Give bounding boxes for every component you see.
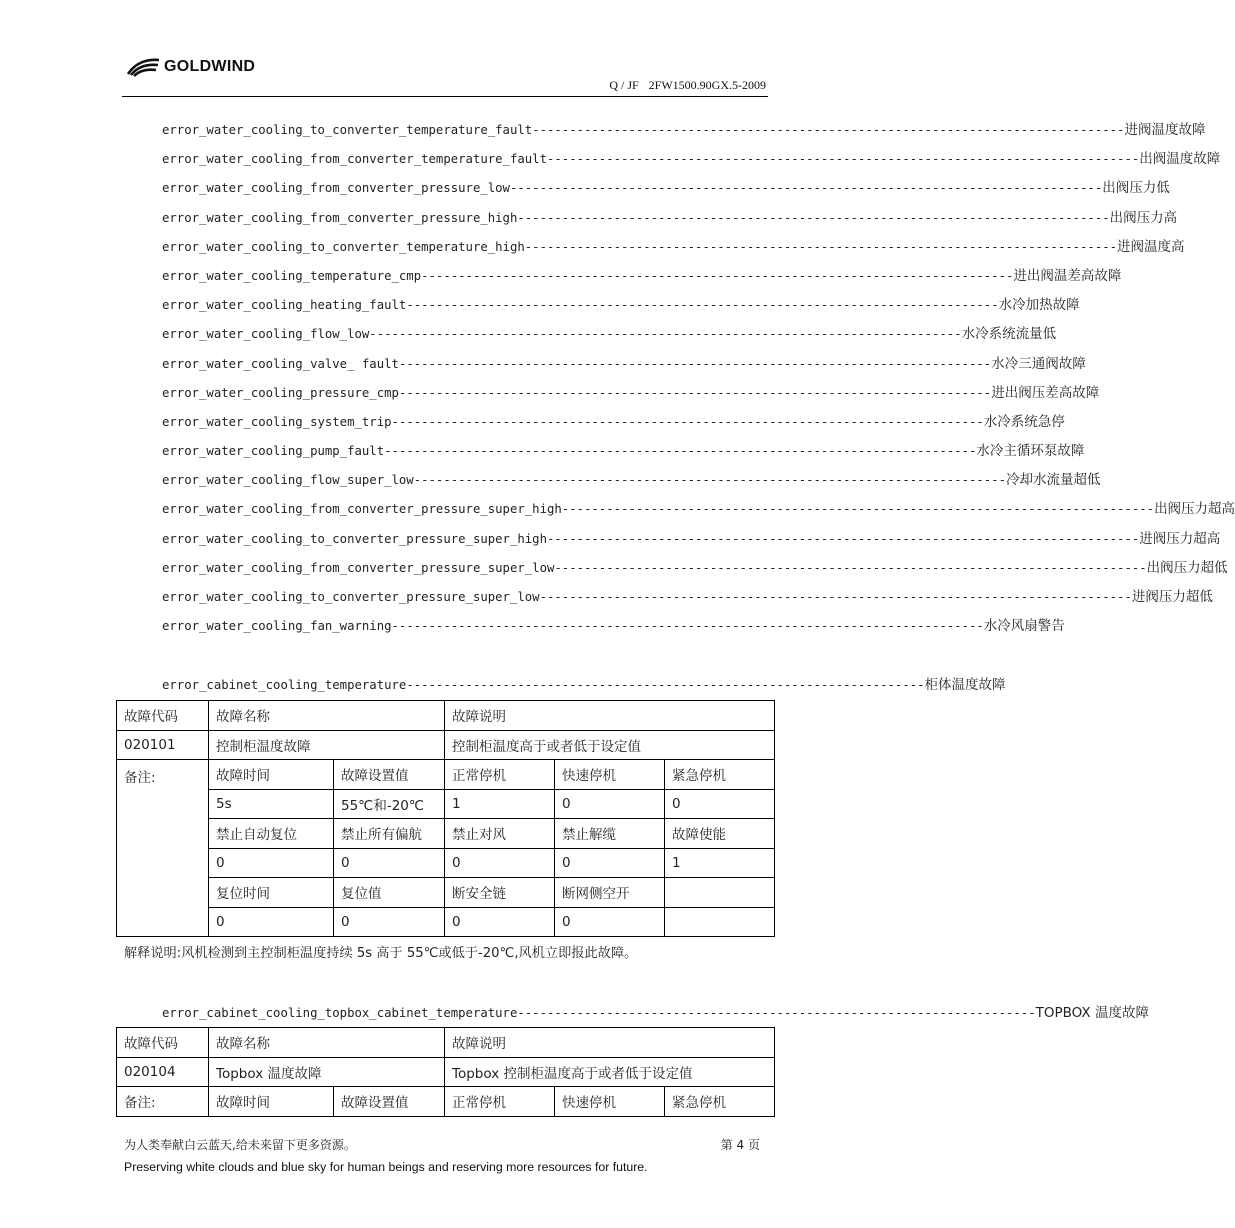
fault-description: 进阀压力超高 <box>1139 530 1221 547</box>
fault-line <box>162 525 1221 554</box>
fault-line <box>162 554 1228 583</box>
leader-dashes: ---------------------------------------------------------------------- <box>517 1006 1036 1020</box>
fault-line <box>162 495 1235 524</box>
section1-title <box>162 673 1006 697</box>
table-cell: 故障设置值 <box>334 760 445 790</box>
table-row <box>117 760 775 790</box>
table-cell: 1 <box>665 848 775 878</box>
fault-code-text: error_water_cooling_from_converter_temperature_fault <box>162 152 547 167</box>
note-label: 备注: <box>117 760 209 937</box>
doc-number: 2FW1500.90GX.5-2009 <box>648 78 766 92</box>
section1-code: error_cabinet_cooling_temperature <box>162 678 407 692</box>
table-cell: 0 <box>209 907 334 937</box>
leader-dashes: -------------------------------------------------------------------------------- <box>406 298 999 313</box>
fault-line <box>162 116 1206 145</box>
fault-description: 水冷风扇警告 <box>983 618 1065 635</box>
header-fault-code: 故障代码 <box>117 701 209 731</box>
table-cell: 断安全链 <box>445 878 555 908</box>
goldwind-logo <box>126 56 255 78</box>
table-cell: 0 <box>334 848 445 878</box>
section1-explanation: 解释说明:风机检测到主控制柜温度持续 5s 高于 55℃或低于-20℃,风机立即报此故障。 <box>124 946 638 961</box>
leader-dashes: -------------------------------------------------------------------------------- <box>509 181 1103 196</box>
fault-description: 水冷主循环泵故障 <box>976 443 1085 460</box>
section2-title <box>162 1001 1149 1025</box>
table-cell: 0 <box>555 848 665 878</box>
table-row <box>117 878 775 908</box>
fault-line <box>162 262 1122 291</box>
table-cell: 55℃和-20℃ <box>334 789 445 819</box>
leader-dashes: -------------------------------------------------------------------------------- <box>532 123 1125 137</box>
leader-dashes: -------------------------------------------------------------------------------- <box>413 473 1006 488</box>
table-cell: 断网侧空开 <box>555 878 665 908</box>
fault-code-text: error_water_cooling_pump_fault <box>162 444 385 459</box>
section2-desc: TOPBOX 温度故障 <box>1035 1005 1149 1021</box>
footer-slogan-cn: 为人类奉献白云蓝天,给未来留下更多资源。 <box>124 1138 356 1152</box>
page-footer <box>124 1136 760 1153</box>
fault-code-text: error_water_cooling_from_converter_pressure_super_high <box>162 502 562 517</box>
fault-explain-cell: Topbox 控制柜温度高于或者低于设定值 <box>445 1057 775 1087</box>
fault-code-text: error_water_cooling_valve_ fault <box>162 356 399 371</box>
table-cell: 1 <box>445 789 555 819</box>
fault-explain-cell: 控制柜温度高于或者低于设定值 <box>445 730 775 760</box>
table-cell: 0 <box>209 848 334 878</box>
fault-code-text: error_water_cooling_temperature_cmp <box>162 268 422 283</box>
fault-line <box>162 291 1080 320</box>
header-fault-name: 故障名称 <box>209 701 445 731</box>
page-header <box>122 52 768 97</box>
fault-line <box>162 379 1100 408</box>
header-fault-name: 故障名称 <box>209 1028 445 1058</box>
fault-code-cell: 020104 <box>117 1057 209 1087</box>
table-cell: 故障时间 <box>209 760 334 790</box>
fault-line <box>162 233 1185 262</box>
fault-code-text: error_water_cooling_flow_low <box>162 327 370 342</box>
section2-code: error_cabinet_cooling_topbox_cabinet_temperature <box>162 1006 518 1020</box>
fault-description: 进阀温度高 <box>1117 238 1185 255</box>
fault-name-cell: Topbox 温度故障 <box>209 1057 445 1087</box>
fault-code-text: error_water_cooling_fan_warning <box>162 619 392 634</box>
doc-prefix: Q / JF <box>609 78 639 92</box>
fault-code-text: error_water_cooling_to_converter_pressure_super_low <box>162 590 540 604</box>
fault-line <box>162 466 1101 495</box>
leader-dashes: -------------------------------------------------------------------------------- <box>561 502 1155 517</box>
header-fault-explain: 故障说明 <box>445 701 775 731</box>
leader-dashes: -------------------------------------------------------------------------------- <box>539 590 1132 604</box>
fault-table-020101 <box>116 700 775 937</box>
fault-code-text: error_water_cooling_to_converter_temperature_high <box>162 239 525 254</box>
fault-line <box>162 174 1170 203</box>
fault-code-list <box>162 116 1235 641</box>
fault-line <box>162 204 1178 233</box>
table-cell: 禁止所有偏航 <box>334 819 445 849</box>
table-row <box>117 1087 775 1117</box>
table-cell: 0 <box>555 907 665 937</box>
leader-dashes: -------------------------------------------------------------------------------- <box>369 327 962 342</box>
fault-line <box>162 350 1086 379</box>
table-row <box>117 730 775 760</box>
fault-description: 冷却水流量超低 <box>1006 472 1101 489</box>
fault-line <box>162 612 1065 641</box>
fault-line <box>162 437 1085 466</box>
fault-line <box>162 145 1221 174</box>
table-cell: 0 <box>665 789 775 819</box>
fault-description: 水冷系统流量低 <box>961 326 1057 343</box>
fault-description: 进阀温度故障 <box>1124 122 1206 138</box>
fault-description: 水冷三通阀故障 <box>991 355 1086 372</box>
table-cell: 5s <box>209 789 334 819</box>
table-cell: 0 <box>445 907 555 937</box>
note-label: 备注: <box>117 1087 209 1117</box>
section1-desc: 柜体温度故障 <box>924 677 1006 693</box>
fault-description: 出阀压力超高 <box>1154 501 1235 518</box>
leader-dashes: -------------------------------------------------------------------------------- <box>421 268 1014 283</box>
fault-description: 出阀压力超低 <box>1146 559 1228 576</box>
table-cell: 复位时间 <box>209 878 334 908</box>
table-row <box>117 848 775 878</box>
table-cell: 紧急停机 <box>665 760 775 790</box>
table-row <box>117 1057 775 1087</box>
table-cell: 故障使能 <box>665 819 775 849</box>
table-cell <box>665 878 775 908</box>
fault-code-text: error_water_cooling_system_trip <box>162 414 392 429</box>
table-cell: 故障设置值 <box>334 1087 445 1117</box>
table-cell: 禁止解缆 <box>555 819 665 849</box>
fault-code-text: error_water_cooling_from_converter_pressure_super_low <box>162 560 555 575</box>
fault-description: 出阀温度故障 <box>1139 151 1221 168</box>
leader-dashes: -------------------------------------------------------------------------------- <box>546 152 1140 167</box>
leader-dashes: ---------------------------------------------------------------------- <box>406 678 925 692</box>
table-cell: 快速停机 <box>555 1087 665 1117</box>
fault-description: 水冷系统急停 <box>983 413 1065 430</box>
fault-name-cell: 控制柜温度故障 <box>209 730 445 760</box>
table-row <box>117 789 775 819</box>
fault-code-cell: 020101 <box>117 730 209 760</box>
fault-description: 出阀压力低 <box>1102 180 1170 197</box>
table-cell: 正常停机 <box>445 760 555 790</box>
table-cell: 故障时间 <box>209 1087 334 1117</box>
fault-code-text: error_water_cooling_heating_fault <box>162 298 407 313</box>
wind-logo-icon <box>126 56 160 78</box>
fault-description: 出阀压力高 <box>1109 209 1178 226</box>
table-cell: 0 <box>445 848 555 878</box>
fault-code-text: error_water_cooling_from_converter_pressure_high <box>162 210 518 225</box>
leader-dashes: -------------------------------------------------------------------------------- <box>398 356 992 371</box>
leader-dashes: -------------------------------------------------------------------------------- <box>384 444 977 459</box>
table-row <box>117 701 775 731</box>
footer-slogan-en: Preserving white clouds and blue sky for human beings and reserving more resources for future. <box>124 1160 648 1174</box>
leader-dashes: -------------------------------------------------------------------------------- <box>517 210 1110 225</box>
leader-dashes: -------------------------------------------------------------------------------- <box>524 239 1118 254</box>
table-row <box>117 1028 775 1058</box>
fault-description: 进出阀压差高故障 <box>991 384 1100 401</box>
leader-dashes: -------------------------------------------------------------------------------- <box>391 619 984 634</box>
fault-line <box>162 408 1065 437</box>
header-fault-explain: 故障说明 <box>445 1028 775 1058</box>
page-number: 第 4 页 <box>720 1138 760 1152</box>
fault-line <box>162 320 1057 349</box>
logo-text: GOLDWIND <box>164 58 256 75</box>
leader-dashes: -------------------------------------------------------------------------------- <box>391 414 984 429</box>
fault-table-020104 <box>116 1027 775 1117</box>
fault-code-text: error_water_cooling_to_converter_temperature_fault <box>162 123 533 137</box>
leader-dashes: -------------------------------------------------------------------------------- <box>546 531 1140 546</box>
fault-code-text: error_water_cooling_pressure_cmp <box>162 385 399 400</box>
fault-description: 水冷加热故障 <box>998 297 1080 314</box>
table-cell: 禁止对风 <box>445 819 555 849</box>
table-cell: 快速停机 <box>555 760 665 790</box>
fault-line <box>162 583 1213 612</box>
fault-description: 进出阀温差高故障 <box>1013 267 1122 284</box>
leader-dashes: -------------------------------------------------------------------------------- <box>398 385 992 400</box>
table-cell: 0 <box>555 789 665 819</box>
fault-code-text: error_water_cooling_from_converter_pressure_low <box>162 181 510 196</box>
table-cell <box>665 907 775 937</box>
fault-code-text: error_water_cooling_to_converter_pressure_super_high <box>162 531 547 546</box>
header-fault-code: 故障代码 <box>117 1028 209 1058</box>
document-number <box>609 78 766 93</box>
table-row <box>117 907 775 937</box>
table-cell: 0 <box>334 907 445 937</box>
table-cell: 正常停机 <box>445 1087 555 1117</box>
fault-code-text: error_water_cooling_flow_super_low <box>162 473 414 488</box>
leader-dashes: -------------------------------------------------------------------------------- <box>554 560 1147 575</box>
table-cell: 禁止自动复位 <box>209 819 334 849</box>
fault-description: 进阀压力超低 <box>1131 589 1213 605</box>
table-row <box>117 819 775 849</box>
table-cell: 紧急停机 <box>665 1087 775 1117</box>
table-cell: 复位值 <box>334 878 445 908</box>
